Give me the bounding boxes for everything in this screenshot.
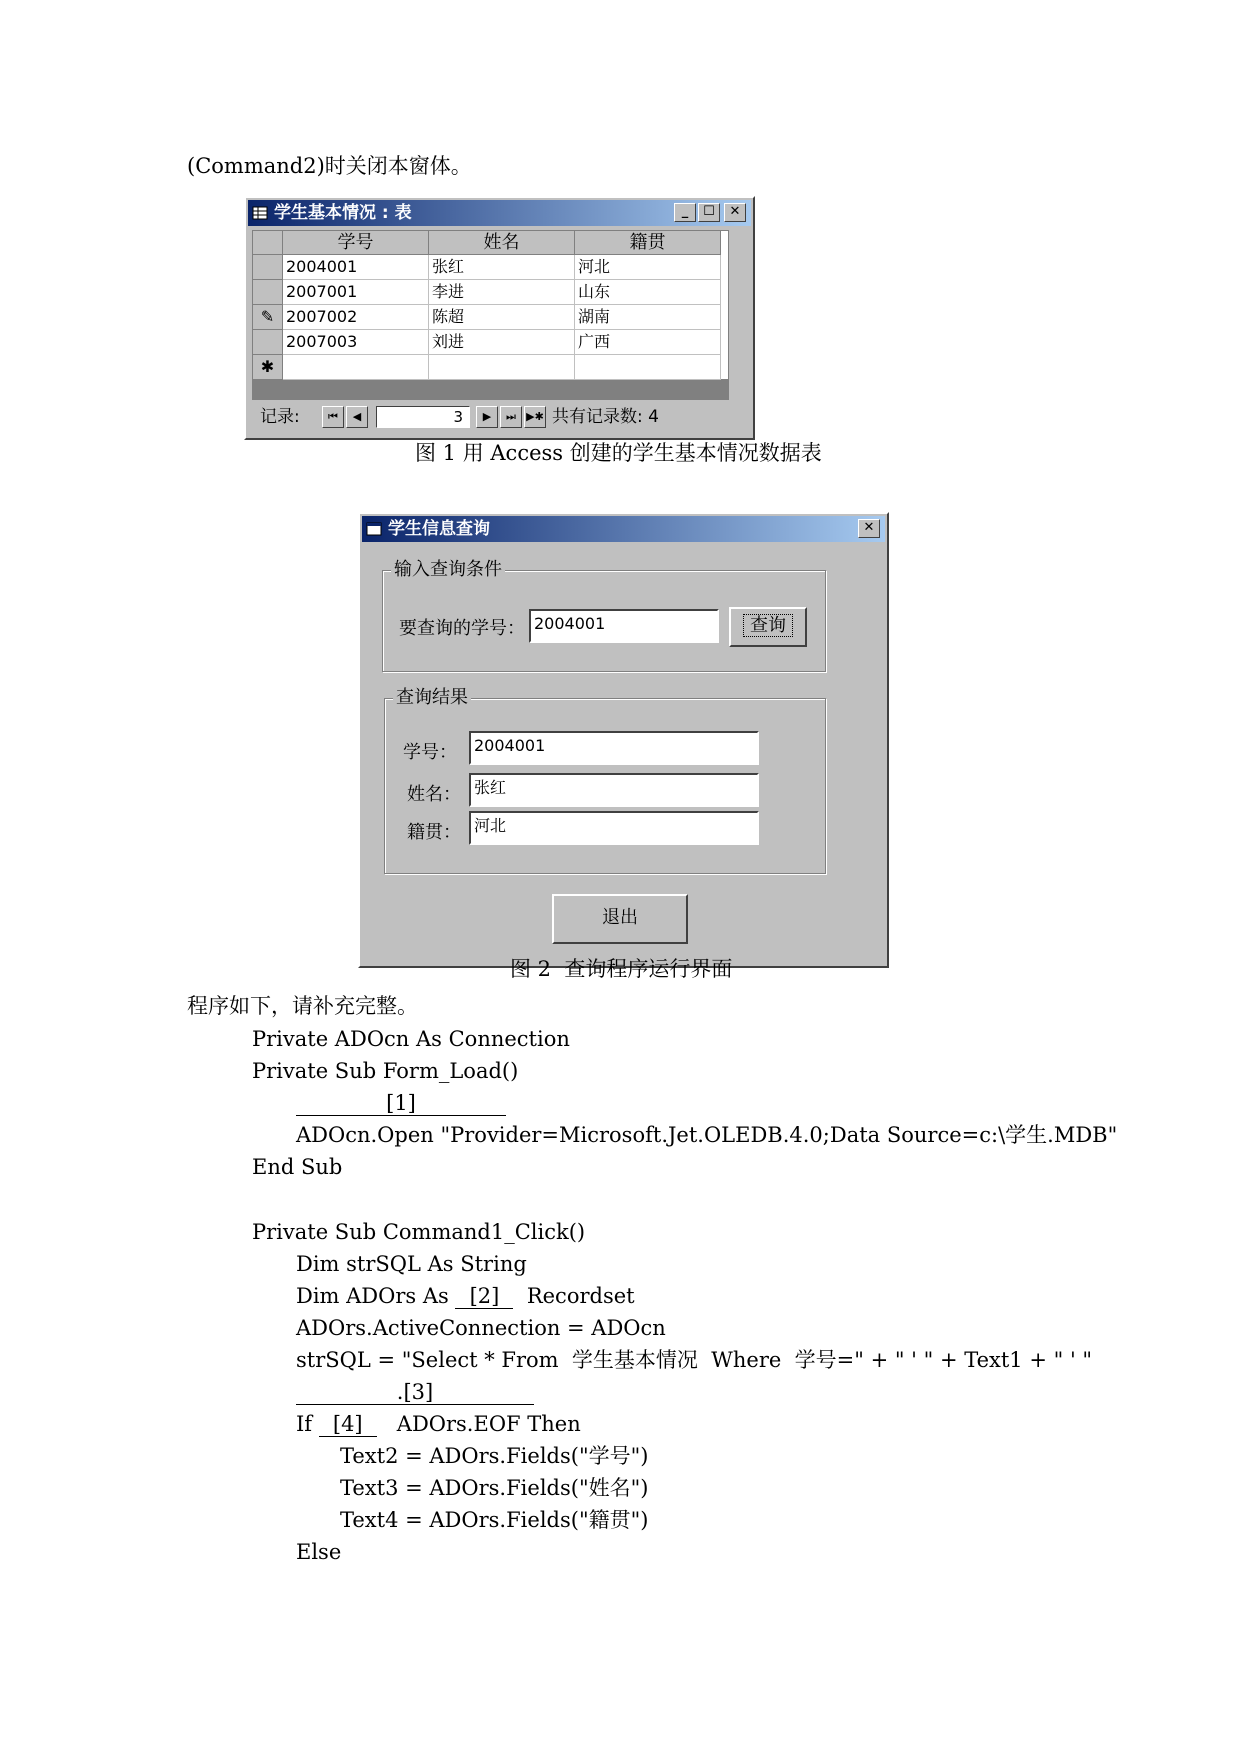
code-line: Private Sub Command1_Click() xyxy=(252,1220,586,1244)
access-table-window xyxy=(244,196,755,440)
result-id-field[interactable]: 2004001 xyxy=(469,731,759,765)
code-line-blank2 xyxy=(296,1283,635,1309)
first-record-icon[interactable]: ⏮ xyxy=(322,406,344,428)
new-record-icon[interactable]: ▶✱ xyxy=(524,406,546,428)
query-result-label: 查询结果 xyxy=(393,686,471,710)
query-button[interactable] xyxy=(729,607,807,647)
column-header-origin[interactable]: 籍贯 xyxy=(575,231,721,255)
code-fragment: If xyxy=(296,1412,319,1436)
code-line: Private Sub Form_Load() xyxy=(252,1059,519,1083)
code-line-blank3 xyxy=(296,1379,534,1405)
cell-name[interactable]: 刘进 xyxy=(429,330,575,355)
cell-origin[interactable]: 湖南 xyxy=(575,305,721,330)
result-origin-label: 籍贯： xyxy=(407,822,461,843)
query-id-input[interactable]: 2004001 xyxy=(529,609,719,643)
record-selector[interactable] xyxy=(253,330,283,355)
code-line: Text2 = ADOrs.Fields("学号") xyxy=(340,1444,649,1468)
close-button[interactable]: ✕ xyxy=(858,519,880,538)
code-line: ADOrs.ActiveConnection = ADOcn xyxy=(296,1316,666,1340)
cell-name[interactable]: 张红 xyxy=(429,255,575,280)
cell-id[interactable]: 2007002 xyxy=(283,305,429,330)
record-navigation-bar xyxy=(252,402,729,432)
code-intro: 程序如下，请补充完整。 xyxy=(187,994,418,1018)
record-selector[interactable] xyxy=(253,255,283,280)
new-record-selector[interactable]: ✱ xyxy=(253,355,283,380)
code-line: Text4 = ADOrs.Fields("籍贯") xyxy=(340,1508,649,1532)
exit-button[interactable]: 退出 xyxy=(552,894,688,944)
last-record-icon[interactable]: ⏭ xyxy=(500,406,522,428)
form-icon xyxy=(366,521,382,537)
datasheet-grid xyxy=(252,230,729,380)
cell-id[interactable] xyxy=(283,355,429,380)
blank-4: [4] xyxy=(319,1412,377,1437)
table-titlebar xyxy=(248,200,751,226)
blank-2: [2] xyxy=(455,1284,513,1309)
column-header-id[interactable]: 学号 xyxy=(283,231,429,255)
table-window-title: 学生基本情况 : 表 xyxy=(274,203,412,223)
cell-id[interactable]: 2007003 xyxy=(283,330,429,355)
blank-3: .[3] xyxy=(296,1380,534,1405)
query-condition-label: 输入查询条件 xyxy=(391,558,505,582)
cell-id[interactable]: 2004001 xyxy=(283,255,429,280)
corner-selector[interactable] xyxy=(253,231,283,255)
figure1-caption: 图 1 用 Access 创建的学生基本情况数据表 xyxy=(415,441,822,465)
minimize-button[interactable]: _ xyxy=(674,203,696,222)
column-header-name[interactable]: 姓名 xyxy=(429,231,575,255)
table-icon xyxy=(252,205,268,221)
blank-1: [1] xyxy=(296,1091,506,1116)
current-record-field[interactable]: 3 xyxy=(376,406,470,428)
previous-record-icon[interactable]: ◀ xyxy=(346,406,368,428)
code-line-blank4 xyxy=(296,1411,581,1437)
next-record-icon[interactable]: ▶ xyxy=(476,406,498,428)
result-name-field[interactable]: 张红 xyxy=(469,773,759,807)
cell-name[interactable] xyxy=(429,355,575,380)
code-line: ADOcn.Open "Provider=Microsoft.Jet.OLEDB.4.0;Data Source=c:\学生.MDB" xyxy=(296,1123,1118,1147)
result-name-label: 姓名： xyxy=(407,784,461,805)
grid-empty-area xyxy=(252,380,729,400)
query-form-window xyxy=(358,512,889,968)
record-selector[interactable] xyxy=(253,280,283,305)
maximize-button[interactable]: ☐ xyxy=(698,203,720,222)
close-button[interactable]: ✕ xyxy=(724,203,746,222)
query-titlebar xyxy=(362,516,885,542)
query-window-title: 学生信息查询 xyxy=(388,519,490,539)
code-line: Dim strSQL As String xyxy=(296,1252,527,1276)
code-line: Else xyxy=(296,1540,342,1564)
cell-origin[interactable]: 广西 xyxy=(575,330,721,355)
cell-origin[interactable]: 河北 xyxy=(575,255,721,280)
cell-origin[interactable]: 山东 xyxy=(575,280,721,305)
code-line: Private ADOcn As Connection xyxy=(252,1027,570,1051)
result-id-label: 学号： xyxy=(403,742,457,763)
query-button-label: 查询 xyxy=(743,614,793,637)
intro-line: (Command2)时关闭本窗体。 xyxy=(187,154,472,178)
query-result-group xyxy=(384,687,826,874)
cell-origin[interactable] xyxy=(575,355,721,380)
cell-id[interactable]: 2007001 xyxy=(283,280,429,305)
query-id-label: 要查询的学号： xyxy=(399,618,525,639)
code-fragment: ADOrs.EOF Then xyxy=(376,1412,581,1436)
query-condition-group xyxy=(382,559,826,672)
figure2-caption: 图 2 查询程序运行界面 xyxy=(510,957,733,981)
result-origin-field[interactable]: 河北 xyxy=(469,811,759,845)
code-fragment: Dim ADOrs As xyxy=(296,1284,456,1308)
cell-name[interactable]: 李进 xyxy=(429,280,575,305)
code-fragment: Recordset xyxy=(513,1284,635,1308)
cell-name[interactable]: 陈超 xyxy=(429,305,575,330)
code-line: Text3 = ADOrs.Fields("姓名") xyxy=(340,1476,649,1500)
total-records-label: 共有记录数: 4 xyxy=(552,407,659,427)
record-label: 记录: xyxy=(260,407,300,427)
code-line: End Sub xyxy=(252,1155,343,1179)
code-line: strSQL = "Select * From 学生基本情况 Where 学号=" + " ' " + Text1 + " ' " xyxy=(296,1348,1093,1372)
record-selector-editing[interactable]: ✎ xyxy=(253,305,283,330)
code-line-blank1 xyxy=(296,1090,506,1116)
